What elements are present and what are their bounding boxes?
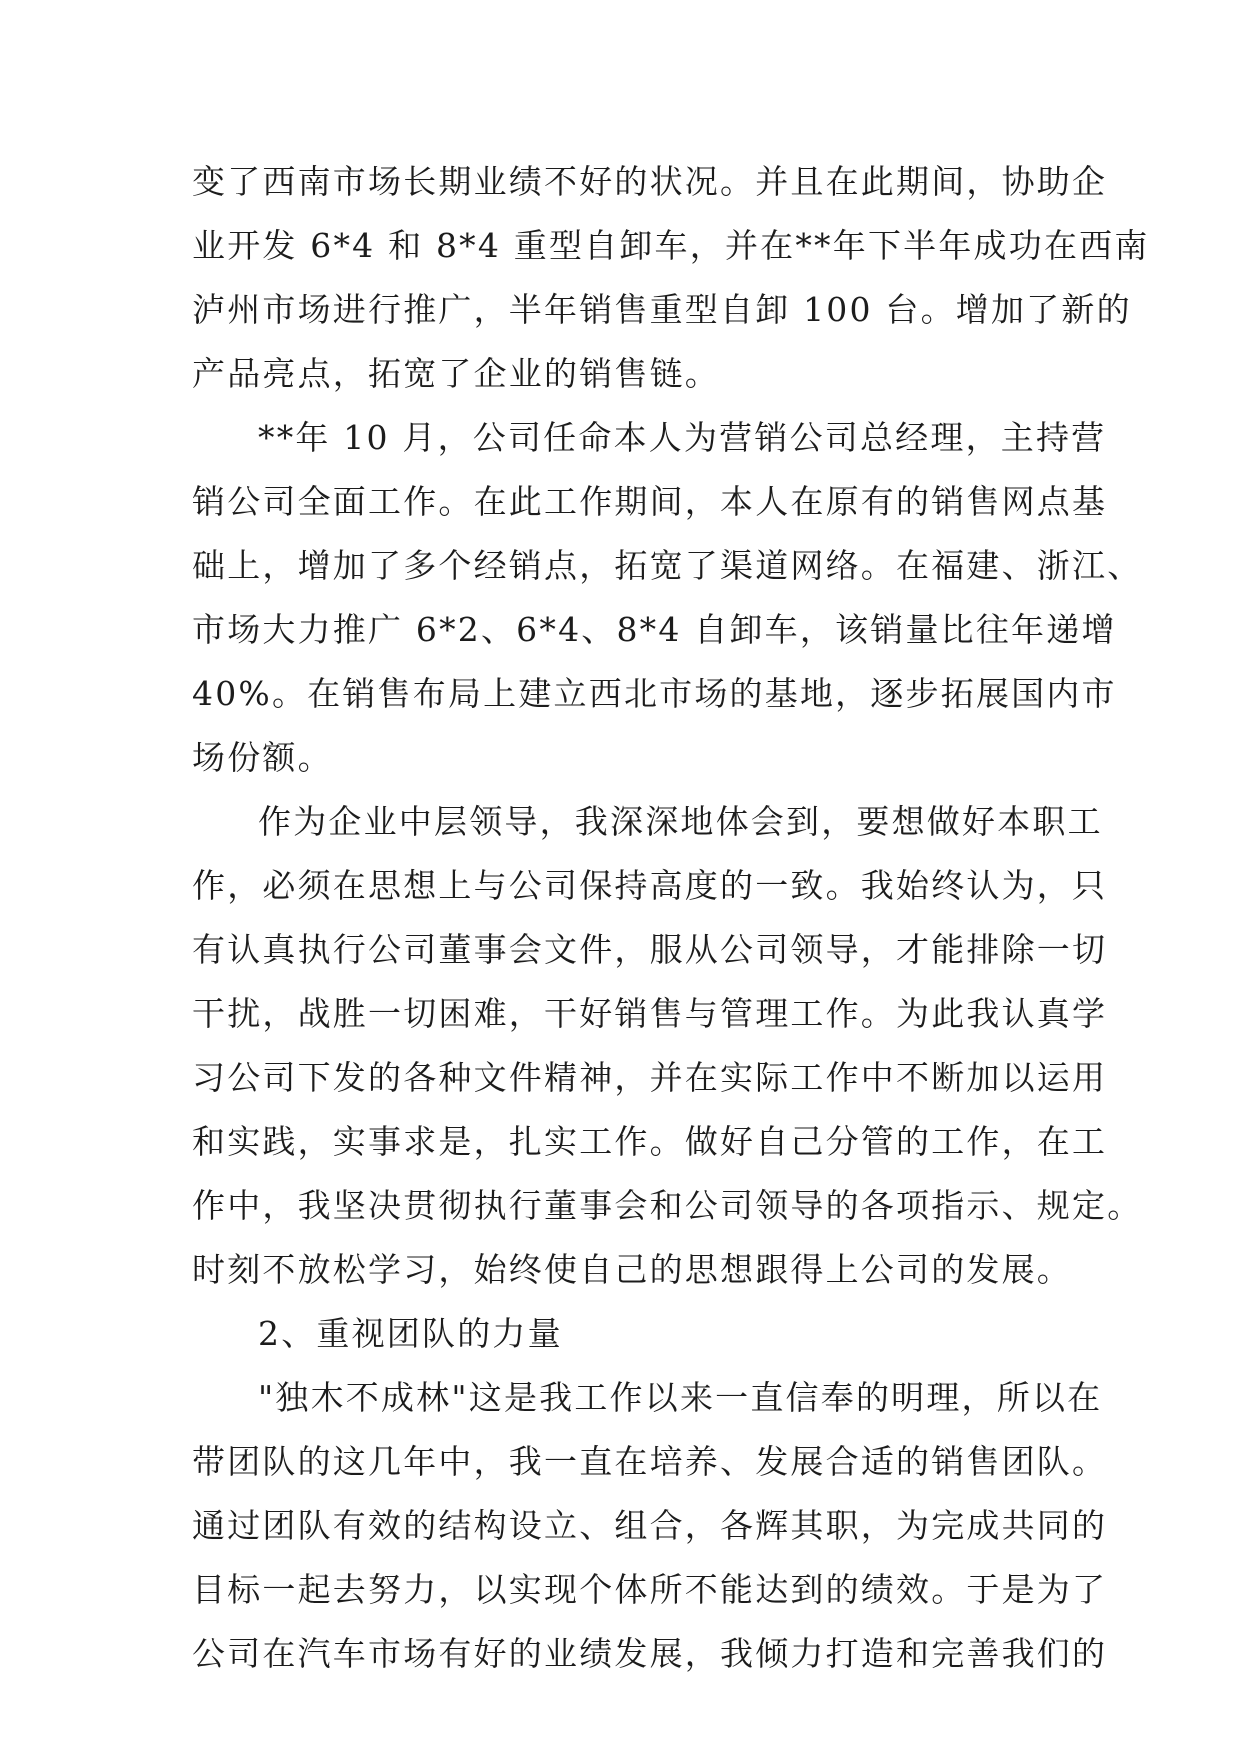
text-line: 40%。在销售布局上建立西北市场的基地，逐步拓展国内市 (192, 674, 1117, 713)
text-line: 础上，增加了多个经销点，拓宽了渠道网络。在福建、浙江、 (192, 546, 1143, 585)
text-line: 作，必须在思想上与公司保持高度的一致。我始终认为，只 (192, 866, 1108, 905)
text-line: 变了西南市场长期业绩不好的状况。并且在此期间，协助企 (192, 162, 1108, 201)
text-line: 市场大力推广 6*2、6*4、8*4 自卸车，该销量比往年递增 (192, 610, 1117, 649)
text-line: 和实践，实事求是，扎实工作。做好自己分管的工作，在工 (192, 1122, 1108, 1161)
text-line: 目标一起去努力，以实现个体所不能达到的绩效。于是为了 (192, 1570, 1108, 1609)
text-line: 场份额。 (192, 738, 333, 777)
text-line: 泸州市场进行推广，半年销售重型自卸 100 台。增加了新的 (192, 290, 1132, 329)
text-line: 作中，我坚决贯彻执行董事会和公司领导的各项指示、规定。 (192, 1186, 1143, 1225)
text-line: 作为企业中层领导，我深深地体会到，要想做好本职工 (258, 802, 1103, 841)
text-line: 干扰，战胜一切困难，干好销售与管理工作。为此我认真学 (192, 994, 1108, 1033)
text-line: 有认真执行公司董事会文件，服从公司领导，才能排除一切 (192, 930, 1108, 969)
document-body (192, 150, 1150, 1686)
text-line: 公司在汽车市场有好的业绩发展，我倾力打造和完善我们的 (192, 1634, 1108, 1673)
text-line: 产品亮点，拓宽了企业的销售链。 (192, 354, 720, 393)
text-line: 2、重视团队的力量 (258, 1314, 563, 1353)
text-line: 时刻不放松学习，始终使自己的思想跟得上公司的发展。 (192, 1250, 1072, 1289)
text-line: 业开发 6*4 和 8*4 重型自卸车，并在**年下半年成功在西南 (192, 226, 1150, 265)
text-line: 通过团队有效的结构设立、组合，各辉其职，为完成共同的 (192, 1506, 1108, 1545)
text-line: **年 10 月，公司任命本人为营销公司总经理，主持营 (258, 418, 1107, 457)
text-line: 带团队的这几年中，我一直在培养、发展合适的销售团队。 (192, 1442, 1108, 1481)
text-line: 销公司全面工作。在此工作期间，本人在原有的销售网点基 (192, 482, 1108, 521)
text-line: 习公司下发的各种文件精神，并在实际工作中不断加以运用 (192, 1058, 1108, 1097)
text-line: "独木不成林"这是我工作以来一直信奉的明理，所以在 (258, 1378, 1103, 1417)
